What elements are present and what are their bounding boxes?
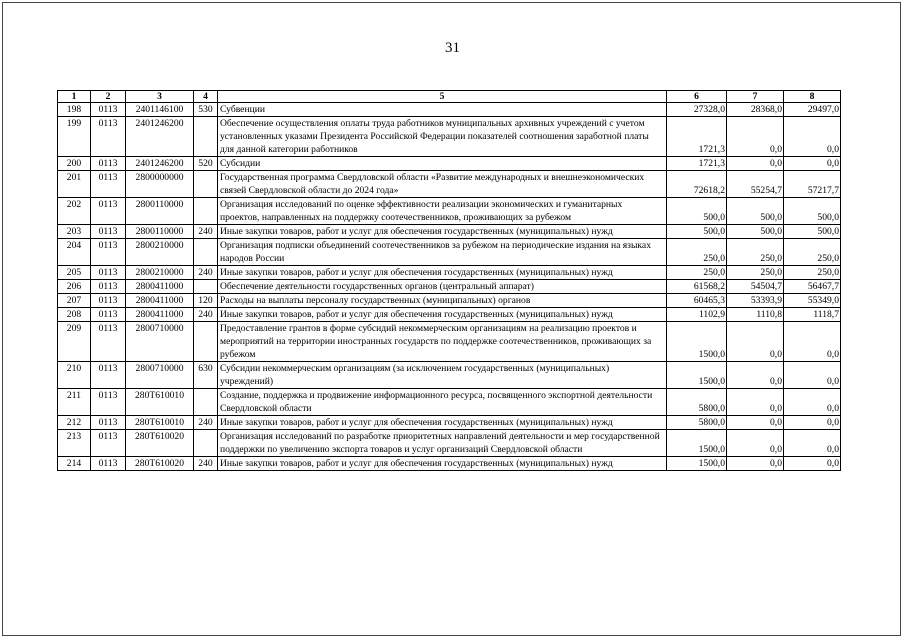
expense-type-code — [194, 322, 218, 362]
target-article-code: 280Т610010 — [126, 416, 194, 430]
table-row — [58, 171, 841, 198]
row-number: 202 — [58, 198, 91, 225]
expense-type-code: 240 — [194, 416, 218, 430]
column-header: 4 — [194, 91, 218, 103]
row-number: 210 — [58, 362, 91, 389]
amount-year-1: 1721,3 — [667, 157, 727, 171]
item-name: Предоставление грантов в форме субсидий некоммерческим организациям на реализацию проектов и мероприятий на территории иностранных государств по поддержке соотечественников, проживающих за рубежом — [218, 322, 667, 362]
table-row — [58, 117, 841, 157]
row-number: 201 — [58, 171, 91, 198]
row-number: 212 — [58, 416, 91, 430]
item-name: Создание, поддержка и продвижение информационного ресурса, посвященного экспортной деятельности Свердловской области — [218, 389, 667, 416]
item-name: Иные закупки товаров, работ и услуг для обеспечения государственных (муниципальных) нужд — [218, 308, 667, 322]
amount-year-2: 0,0 — [727, 322, 784, 362]
amount-year-2: 0,0 — [727, 389, 784, 416]
table-row — [58, 322, 841, 362]
section-code: 0113 — [91, 239, 126, 266]
table-row — [58, 157, 841, 171]
expense-type-code — [194, 239, 218, 266]
amount-year-1: 5800,0 — [667, 389, 727, 416]
amount-year-1: 250,0 — [667, 266, 727, 280]
section-code: 0113 — [91, 362, 126, 389]
amount-year-2: 250,0 — [727, 266, 784, 280]
row-number: 198 — [58, 103, 91, 117]
item-name: Иные закупки товаров, работ и услуг для обеспечения государственных (муниципальных) нужд — [218, 266, 667, 280]
table-row — [58, 416, 841, 430]
amount-year-1: 5800,0 — [667, 416, 727, 430]
target-article-code: 2800710000 — [126, 362, 194, 389]
section-code: 0113 — [91, 430, 126, 457]
amount-year-3: 57217,7 — [784, 171, 841, 198]
table-row — [58, 280, 841, 294]
table-row — [58, 308, 841, 322]
amount-year-2: 55254,7 — [727, 171, 784, 198]
expense-type-code: 520 — [194, 157, 218, 171]
table-row — [58, 266, 841, 280]
section-code: 0113 — [91, 416, 126, 430]
table-row — [58, 198, 841, 225]
section-code: 0113 — [91, 294, 126, 308]
column-header: 5 — [218, 91, 667, 103]
table-row — [58, 103, 841, 117]
expense-type-code — [194, 171, 218, 198]
amount-year-2: 53393,9 — [727, 294, 784, 308]
amount-year-1: 1500,0 — [667, 362, 727, 389]
target-article-code: 280Т610020 — [126, 457, 194, 471]
target-article-code: 2800000000 — [126, 171, 194, 198]
row-number: 205 — [58, 266, 91, 280]
target-article-code: 2800210000 — [126, 239, 194, 266]
target-article-code: 2800411000 — [126, 308, 194, 322]
row-number: 211 — [58, 389, 91, 416]
amount-year-3: 0,0 — [784, 362, 841, 389]
expense-type-code: 120 — [194, 294, 218, 308]
amount-year-3: 0,0 — [784, 322, 841, 362]
expense-type-code: 240 — [194, 457, 218, 471]
target-article-code: 2800411000 — [126, 280, 194, 294]
amount-year-3: 0,0 — [784, 457, 841, 471]
amount-year-1: 72618,2 — [667, 171, 727, 198]
amount-year-3: 56467,7 — [784, 280, 841, 294]
item-name: Обеспечение осуществления оплаты труда работников муниципальных архивных учреждений с учетом установленных указами Президента Российской Федерации показателей соотношения заработной платы для данной категории работников — [218, 117, 667, 157]
item-name: Организация исследований по оценке эффективности реализации экономических и гуманитарных проектов, направленных на поддержку соотечественников, проживающих за рубежом — [218, 198, 667, 225]
item-name: Государственная программа Свердловской области «Развитие международных и внешнеэкономических связей Свердловской области до 2024 года» — [218, 171, 667, 198]
amount-year-2: 1110,8 — [727, 308, 784, 322]
target-article-code: 2800710000 — [126, 322, 194, 362]
target-article-code: 280Т610020 — [126, 430, 194, 457]
amount-year-2: 250,0 — [727, 239, 784, 266]
amount-year-3: 0,0 — [784, 416, 841, 430]
item-name: Субсидии некоммерческим организациям (за исключением государственных (муниципальных) учреждений) — [218, 362, 667, 389]
row-number: 203 — [58, 225, 91, 239]
row-number: 214 — [58, 457, 91, 471]
section-code: 0113 — [91, 225, 126, 239]
item-name: Иные закупки товаров, работ и услуг для обеспечения государственных (муниципальных) нужд — [218, 457, 667, 471]
table-row — [58, 294, 841, 308]
amount-year-3: 29497,0 — [784, 103, 841, 117]
expense-type-code — [194, 198, 218, 225]
amount-year-3: 0,0 — [784, 430, 841, 457]
item-name: Обеспечение деятельности государственных органов (центральный аппарат) — [218, 280, 667, 294]
column-header: 7 — [727, 91, 784, 103]
table-row — [58, 225, 841, 239]
amount-year-2: 0,0 — [727, 457, 784, 471]
amount-year-3: 0,0 — [784, 157, 841, 171]
amount-year-2: 0,0 — [727, 430, 784, 457]
target-article-code: 2800110000 — [126, 198, 194, 225]
expense-type-code — [194, 280, 218, 294]
amount-year-1: 500,0 — [667, 225, 727, 239]
budget-table — [57, 90, 841, 471]
row-number: 208 — [58, 308, 91, 322]
item-name: Иные закупки товаров, работ и услуг для обеспечения государственных (муниципальных) нужд — [218, 416, 667, 430]
expense-type-code: 240 — [194, 225, 218, 239]
item-name: Расходы на выплаты персоналу государственных (муниципальных) органов — [218, 294, 667, 308]
amount-year-2: 0,0 — [727, 117, 784, 157]
section-code: 0113 — [91, 280, 126, 294]
target-article-code: 2401246200 — [126, 157, 194, 171]
expense-type-code — [194, 430, 218, 457]
expense-type-code: 240 — [194, 266, 218, 280]
expense-type-code: 240 — [194, 308, 218, 322]
row-number: 200 — [58, 157, 91, 171]
item-name: Организация подписки объединений соотечественников за рубежом на периодические издания на языках народов России — [218, 239, 667, 266]
amount-year-2: 28368,0 — [727, 103, 784, 117]
item-name: Субвенции — [218, 103, 667, 117]
amount-year-3: 55349,0 — [784, 294, 841, 308]
column-header: 2 — [91, 91, 126, 103]
amount-year-1: 1721,3 — [667, 117, 727, 157]
amount-year-3: 0,0 — [784, 117, 841, 157]
item-name: Субсидии — [218, 157, 667, 171]
target-article-code: 2800110000 — [126, 225, 194, 239]
target-article-code: 2401246200 — [126, 117, 194, 157]
column-header: 1 — [58, 91, 91, 103]
table-row — [58, 362, 841, 389]
item-name: Организация исследований по разработке приоритетных направлений деятельности и мер государственной поддержки по увеличению экспорта товаров и услуг организаций Свердловской области — [218, 430, 667, 457]
page-number: 31 — [445, 40, 460, 56]
amount-year-1: 1500,0 — [667, 322, 727, 362]
section-code: 0113 — [91, 389, 126, 416]
column-header: 8 — [784, 91, 841, 103]
amount-year-2: 0,0 — [727, 416, 784, 430]
section-code: 0113 — [91, 171, 126, 198]
target-article-code: 2800411000 — [126, 294, 194, 308]
amount-year-3: 500,0 — [784, 225, 841, 239]
row-number: 209 — [58, 322, 91, 362]
table-row — [58, 430, 841, 457]
column-header: 6 — [667, 91, 727, 103]
amount-year-1: 61568,2 — [667, 280, 727, 294]
target-article-code: 2800210000 — [126, 266, 194, 280]
amount-year-3: 500,0 — [784, 198, 841, 225]
table-row — [58, 457, 841, 471]
section-code: 0113 — [91, 266, 126, 280]
expense-type-code — [194, 117, 218, 157]
amount-year-3: 250,0 — [784, 239, 841, 266]
column-header: 3 — [126, 91, 194, 103]
amount-year-3: 0,0 — [784, 389, 841, 416]
section-code: 0113 — [91, 198, 126, 225]
amount-year-1: 27328,0 — [667, 103, 727, 117]
amount-year-1: 1500,0 — [667, 457, 727, 471]
row-number: 206 — [58, 280, 91, 294]
amount-year-3: 1118,7 — [784, 308, 841, 322]
amount-year-2: 0,0 — [727, 362, 784, 389]
amount-year-2: 0,0 — [727, 157, 784, 171]
expense-type-code — [194, 389, 218, 416]
item-name: Иные закупки товаров, работ и услуг для обеспечения государственных (муниципальных) нужд — [218, 225, 667, 239]
amount-year-1: 250,0 — [667, 239, 727, 266]
amount-year-2: 54504,7 — [727, 280, 784, 294]
section-code: 0113 — [91, 103, 126, 117]
section-code: 0113 — [91, 322, 126, 362]
amount-year-1: 1500,0 — [667, 430, 727, 457]
section-code: 0113 — [91, 117, 126, 157]
amount-year-1: 500,0 — [667, 198, 727, 225]
header-row — [58, 91, 841, 103]
target-article-code: 280Т610010 — [126, 389, 194, 416]
expense-type-code: 630 — [194, 362, 218, 389]
row-number: 199 — [58, 117, 91, 157]
expense-type-code: 530 — [194, 103, 218, 117]
section-code: 0113 — [91, 157, 126, 171]
amount-year-2: 500,0 — [727, 198, 784, 225]
section-code: 0113 — [91, 308, 126, 322]
amount-year-1: 60465,3 — [667, 294, 727, 308]
amount-year-2: 500,0 — [727, 225, 784, 239]
row-number: 213 — [58, 430, 91, 457]
amount-year-3: 250,0 — [784, 266, 841, 280]
table-row — [58, 239, 841, 266]
section-code: 0113 — [91, 457, 126, 471]
table-row — [58, 389, 841, 416]
row-number: 207 — [58, 294, 91, 308]
amount-year-1: 1102,9 — [667, 308, 727, 322]
row-number: 204 — [58, 239, 91, 266]
target-article-code: 2401146100 — [126, 103, 194, 117]
